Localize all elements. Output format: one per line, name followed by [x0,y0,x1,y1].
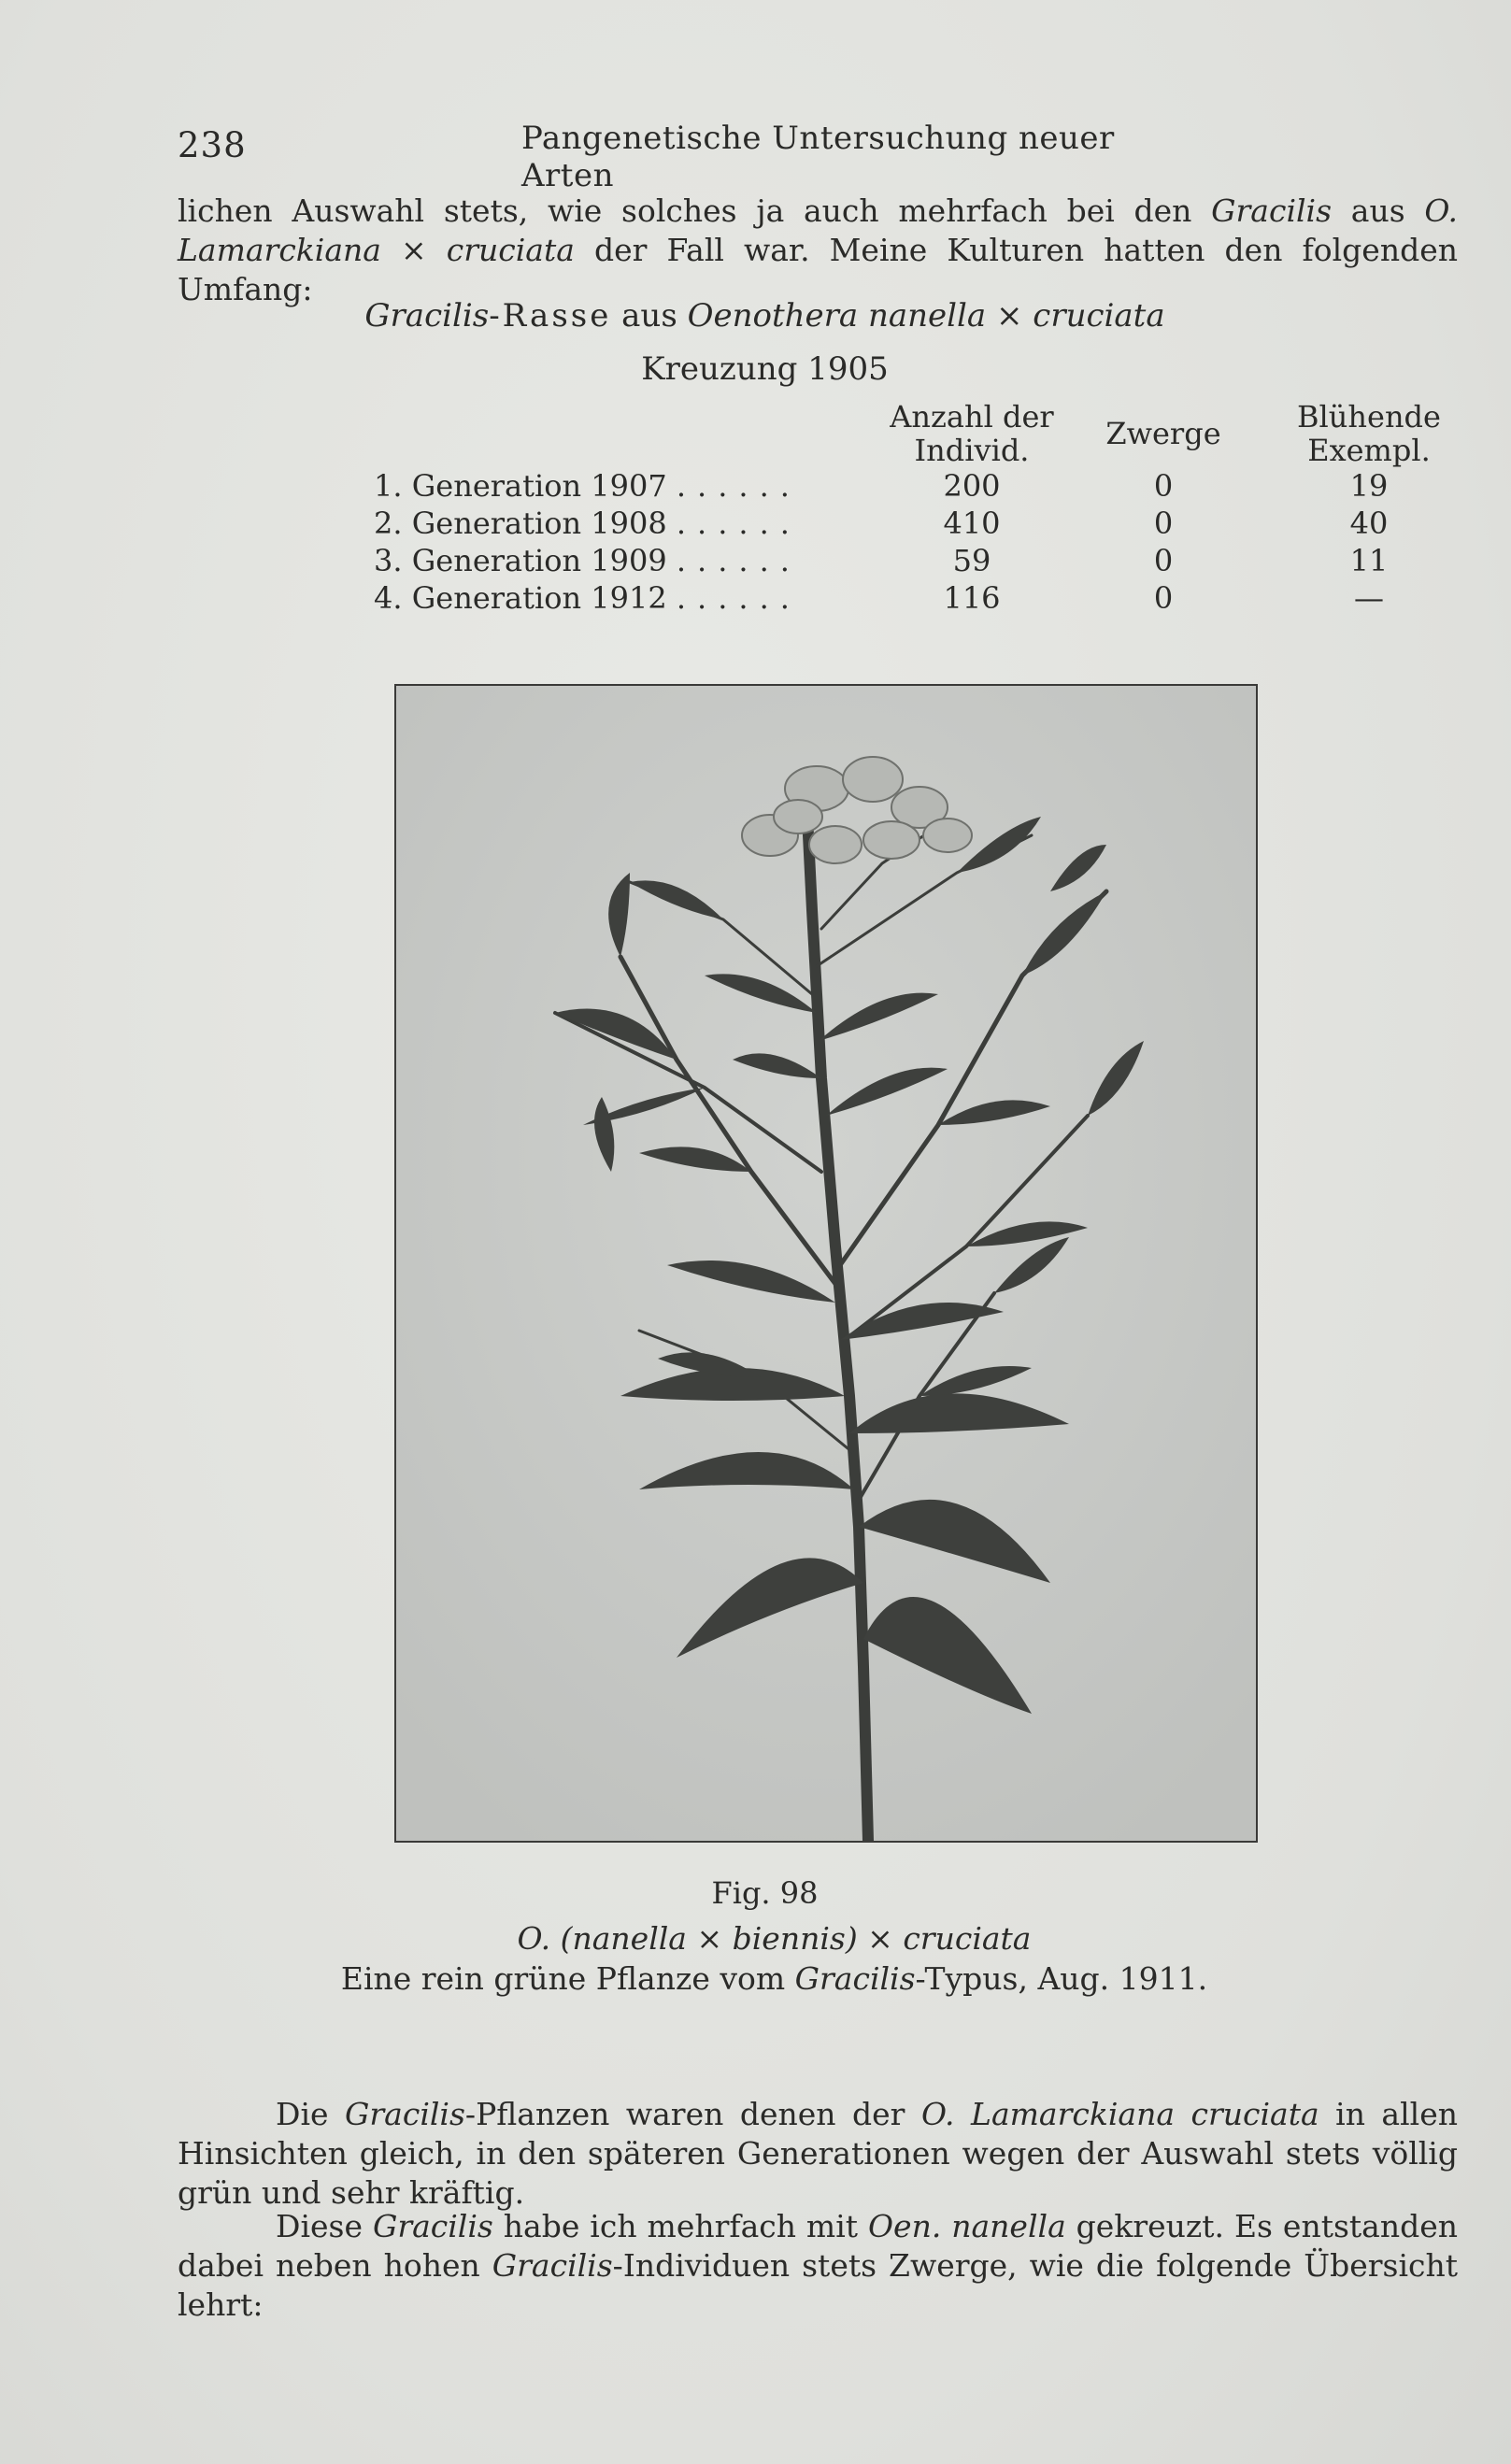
body-paragraph-1 [178,2095,1458,2213]
row-dots: ...... [676,543,801,578]
row-label: 4. Generation 1912 [374,580,667,616]
header-anzahl [878,400,1065,467]
caption-text: Eine rein grüne Pflanze vom [340,1960,795,1997]
intro-text: × [380,232,447,268]
p2-text: gekreuzt. Es entstanden dabei neben hohen [178,2208,1459,2284]
header-label-empty [374,400,878,467]
figure-caption-description [19,1960,1511,1997]
table-title-text: × [986,297,1033,335]
running-head: Pangenetische Untersuchung neuer Arten [521,120,1115,194]
page-number: 238 [178,125,247,165]
header-anzahl-line2: Individ. [914,433,1030,468]
row-anzahl: 410 [943,506,1001,541]
header-bluehende-line1: Blühende [1297,399,1441,434]
generation-table [374,400,1476,617]
p2-text: habe ich mehrfach mit [492,2208,868,2244]
p2-italic: Gracilis [492,2247,613,2284]
p1-italic: O. Lamarckiana cruciata [920,2096,1319,2132]
row-zwerge: 0 [1153,580,1174,616]
row-bluehende: 11 [1349,543,1389,578]
row-anzahl: 59 [952,543,991,578]
table-title-text: -Rasse [489,297,612,335]
p2-text: Diese [276,2208,373,2244]
p2-italic: Oen. nanella [867,2208,1066,2244]
caption-text: -Typus, Aug. 1911. [915,1960,1208,1997]
row-anzahl: 200 [943,468,1001,504]
row-label: 1. Generation 1907 [374,468,667,504]
p1-text: in allen Hinsichten gleich, in den späteren Generationen wegen der Auswahl stets völlig grün und sehr kräftig. [178,2096,1459,2211]
intro-text: aus [1332,192,1425,229]
body-paragraph-2 [178,2207,1458,2325]
table-title-italic: cruciata [1033,297,1165,335]
caption-italic: Gracilis [794,1960,916,1997]
p1-text: -Pflanzen waren denen der [464,2096,921,2132]
row-dots: ...... [676,468,801,504]
plant-illustration [396,686,1256,1841]
table-row [374,505,1476,542]
header-anzahl-line1: Anzahl der [890,399,1054,434]
row-dots: ...... [676,580,801,616]
intro-text: lichen Auswahl stets, wie solches ja auch mehrfach bei den [178,192,1212,229]
p2-italic: Gracilis [372,2208,493,2244]
row-label: 3. Generation 1909 [374,543,667,578]
plant-photograph [394,684,1258,1843]
row-dots: ...... [676,506,801,541]
figure-number: Fig. 98 [711,1875,819,1911]
table-subtitle: Kreuzung 1905 [641,350,889,388]
table-header-row [374,400,1476,467]
p2-text: -Individuen stets Zwerge, wie die folgende Übersicht lehrt: [178,2247,1458,2323]
intro-text: der Fall war. Meine Kulturen hatten den folgenden Umfang: [178,232,1458,307]
table-title [9,297,1511,335]
header-bluehende-line2: Exempl. [1307,433,1431,468]
intro-italic: cruciata [446,232,575,268]
row-bluehende: — [1354,580,1384,616]
table-title-text: aus [611,297,688,335]
page-header [178,120,1131,194]
row-anzahl: 116 [943,580,1001,616]
table-title-italic: Oenothera nanella [687,297,987,335]
header-bluehende [1262,400,1476,467]
header-zwerge: Zwerge [1105,416,1221,451]
table-row [374,542,1476,579]
table-row [374,579,1476,617]
row-zwerge: 0 [1153,468,1174,504]
intro-italic: O. Lamarckiana [178,192,1458,268]
row-zwerge: 0 [1153,543,1174,578]
row-bluehende: 40 [1349,506,1389,541]
p1-italic: Gracilis [345,2096,465,2132]
intro-italic: Gracilis [1211,192,1333,229]
row-bluehende: 19 [1349,468,1389,504]
intro-paragraph [178,192,1458,309]
row-zwerge: 0 [1153,506,1174,541]
table-title-italic: Gracilis [364,297,490,335]
table-row [374,467,1476,505]
row-label: 2. Generation 1908 [374,506,667,541]
p1-text: Die [276,2096,346,2132]
figure-caption-species: O. (nanella × biennis) × cruciata [517,1920,1032,1957]
